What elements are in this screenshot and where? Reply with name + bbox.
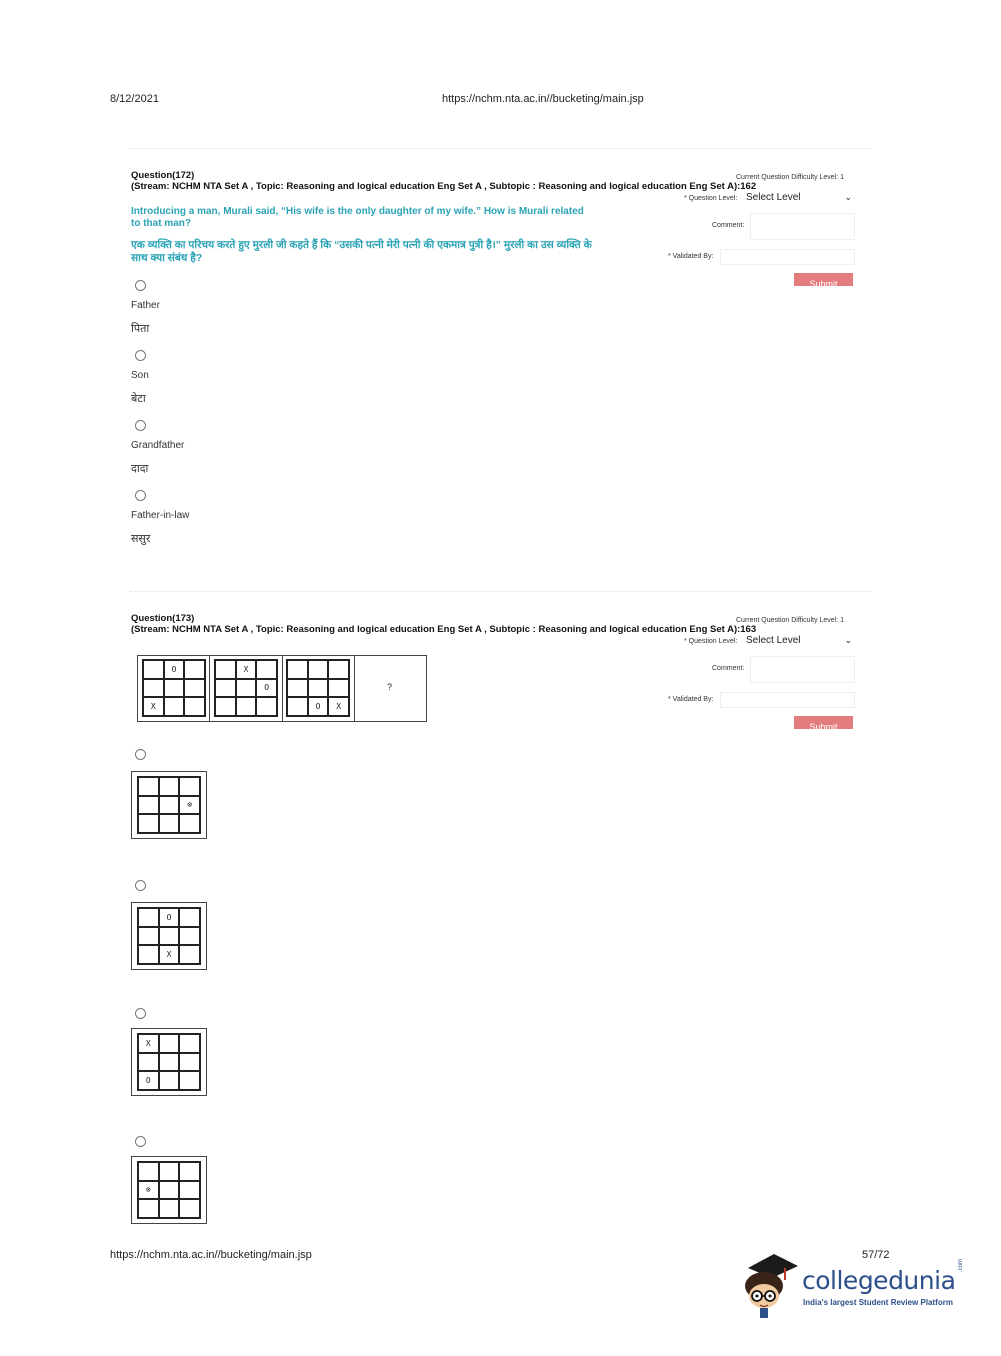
grid-cell	[138, 814, 159, 833]
logo-tagline: India's largest Student Review Platform	[803, 1298, 953, 1307]
figure-divider	[282, 656, 283, 721]
validated-by-label: * Validated By:	[668, 253, 714, 260]
grid-cell: X	[143, 697, 164, 716]
grid-cell: O	[308, 697, 329, 716]
grid-cell	[328, 660, 349, 679]
option-radio-4[interactable]	[135, 490, 146, 501]
grid-cell	[138, 945, 159, 964]
question-level-label: * Question Level:	[684, 195, 738, 202]
figure-divider	[209, 656, 210, 721]
grid-cell	[138, 1199, 159, 1218]
grid-cell	[236, 697, 257, 716]
grid-cell: O	[138, 1071, 159, 1090]
grid-cell	[179, 1181, 200, 1200]
grid-cell	[179, 945, 200, 964]
question-title: Question(172)	[131, 170, 195, 181]
grid-cell	[138, 777, 159, 796]
grid-cell	[138, 796, 159, 815]
grid-cell	[138, 908, 159, 927]
question-stream: (Stream: NCHM NTA Set A , Topic: Reasoning and logical education Eng Set A , Subtopic : Reasoning and logical education Eng Set A):163	[131, 624, 757, 635]
grid-cell	[164, 697, 185, 716]
grid-cell	[328, 679, 349, 698]
option-radio-2[interactable]	[135, 880, 146, 891]
grid-cell	[179, 1053, 200, 1072]
grid-cell	[236, 679, 257, 698]
question-level-label: * Question Level:	[684, 638, 738, 645]
grid-cell: X	[159, 945, 180, 964]
option-2-en: Son	[131, 370, 149, 381]
print-url: https://nchm.nta.ac.in//bucketing/main.jsp	[442, 93, 644, 105]
question-level-value: Select Level	[746, 192, 801, 203]
difficulty-level: Current Question Difficulty Level: 1	[736, 617, 845, 624]
grid-cell	[179, 927, 200, 946]
grid-cell	[308, 679, 329, 698]
option-1-hi: पिता	[131, 323, 150, 335]
option-radio-3[interactable]	[135, 420, 146, 431]
grid-cell	[159, 1181, 180, 1200]
grid-cell	[159, 777, 180, 796]
figure-divider	[354, 656, 355, 721]
grid-cell	[159, 1034, 180, 1053]
grid-cell	[179, 777, 200, 796]
grid-cell	[138, 927, 159, 946]
grid-cell: O	[164, 660, 185, 679]
grid-cell	[159, 927, 180, 946]
question-level-value: Select Level	[746, 635, 801, 646]
figure-grid-3	[286, 659, 350, 717]
option-grid-4	[137, 1161, 201, 1219]
grid-cell	[159, 796, 180, 815]
grid-cell	[215, 679, 236, 698]
chevron-down-icon: ⌄	[844, 192, 852, 202]
comment-label: Comment:	[712, 222, 745, 229]
grid-cell	[143, 660, 164, 679]
grid-cell	[184, 679, 205, 698]
option-2-hi: बेटा	[131, 393, 146, 405]
grid-cell	[179, 1034, 200, 1053]
question-stream: (Stream: NCHM NTA Set A , Topic: Reasoning and logical education Eng Set A , Subtopic : Reasoning and logical education Eng Set A):162	[131, 181, 757, 192]
difficulty-level: Current Question Difficulty Level: 1	[736, 174, 845, 181]
validated-by-label: * Validated By:	[668, 696, 714, 703]
option-3-en: Grandfather	[131, 440, 185, 451]
grid-cell	[179, 1199, 200, 1218]
logo-wordmark: collegedunia	[802, 1266, 956, 1295]
divider	[130, 148, 872, 149]
option-radio-1[interactable]	[135, 280, 146, 291]
grid-cell: ⊗	[179, 796, 200, 815]
grid-cell	[159, 1199, 180, 1218]
option-grid-1	[137, 776, 201, 834]
grid-cell	[138, 1162, 159, 1181]
validated-by-input[interactable]	[720, 692, 855, 708]
comment-input[interactable]	[750, 656, 855, 683]
question-mark: ?	[387, 682, 393, 692]
grid-cell	[179, 1071, 200, 1090]
grid-cell	[256, 697, 277, 716]
option-4-en: Father-in-law	[131, 510, 190, 521]
grid-cell	[179, 814, 200, 833]
grid-cell	[159, 814, 180, 833]
grid-cell	[138, 1053, 159, 1072]
grid-cell: X	[138, 1034, 159, 1053]
grid-cell	[215, 660, 236, 679]
grid-cell	[143, 679, 164, 698]
grid-cell	[184, 660, 205, 679]
grid-cell	[308, 660, 329, 679]
question-level-select[interactable]	[746, 192, 854, 205]
grid-cell: O	[256, 679, 277, 698]
divider	[130, 591, 872, 592]
grid-cell: O	[159, 908, 180, 927]
grid-cell	[179, 908, 200, 927]
figure-grid-2	[214, 659, 278, 717]
grid-cell	[287, 660, 308, 679]
grid-cell: X	[236, 660, 257, 679]
grid-cell: ⊗	[138, 1181, 159, 1200]
option-grid-3	[137, 1033, 201, 1091]
question-text-en: Introducing a man, Murali said, “His wife is the only daughter of my wife.” How is Murali related to that man?	[131, 206, 584, 229]
footer-url: https://nchm.nta.ac.in//bucketing/main.jsp	[110, 1249, 312, 1261]
grid-cell	[215, 697, 236, 716]
logo-domain: .com	[958, 1258, 964, 1272]
grid-cell	[159, 1071, 180, 1090]
figure-grid-1	[142, 659, 206, 717]
grid-cell	[164, 679, 185, 698]
option-grid-2	[137, 907, 201, 965]
grid-cell	[184, 697, 205, 716]
comment-input[interactable]	[750, 213, 855, 240]
collegedunia-mascot-icon	[740, 1250, 800, 1320]
validated-by-input[interactable]	[720, 249, 855, 265]
option-radio-4[interactable]	[135, 1136, 146, 1147]
grid-cell	[159, 1162, 180, 1181]
question-level-select[interactable]	[746, 635, 854, 648]
comment-label: Comment:	[712, 665, 745, 672]
submit-button[interactable]: Submit	[794, 716, 853, 729]
grid-cell	[159, 1053, 180, 1072]
option-radio-3[interactable]	[135, 1008, 146, 1019]
grid-cell	[287, 697, 308, 716]
page-number: 57/72	[862, 1249, 890, 1261]
question-title: Question(173)	[131, 613, 195, 624]
question-text-hi: एक व्यक्ति का परिचय करते हुए मुरली जी कहते हैं कि “उसकी पत्नी मेरी पत्नी की एकमात्र पुत्री है।” मुरली का उस व्यक्ति के साथ क्या संबंध है?	[131, 239, 592, 264]
option-1-en: Father	[131, 300, 160, 311]
print-date: 8/12/2021	[110, 93, 159, 105]
grid-cell	[179, 1162, 200, 1181]
grid-cell: X	[328, 697, 349, 716]
option-4-hi: ससुर	[131, 533, 151, 545]
option-3-hi: दादा	[131, 463, 149, 475]
option-radio-1[interactable]	[135, 749, 146, 760]
grid-cell	[287, 679, 308, 698]
chevron-down-icon: ⌄	[844, 635, 852, 645]
submit-button[interactable]: Submit	[794, 273, 853, 286]
option-radio-2[interactable]	[135, 350, 146, 361]
grid-cell	[256, 660, 277, 679]
